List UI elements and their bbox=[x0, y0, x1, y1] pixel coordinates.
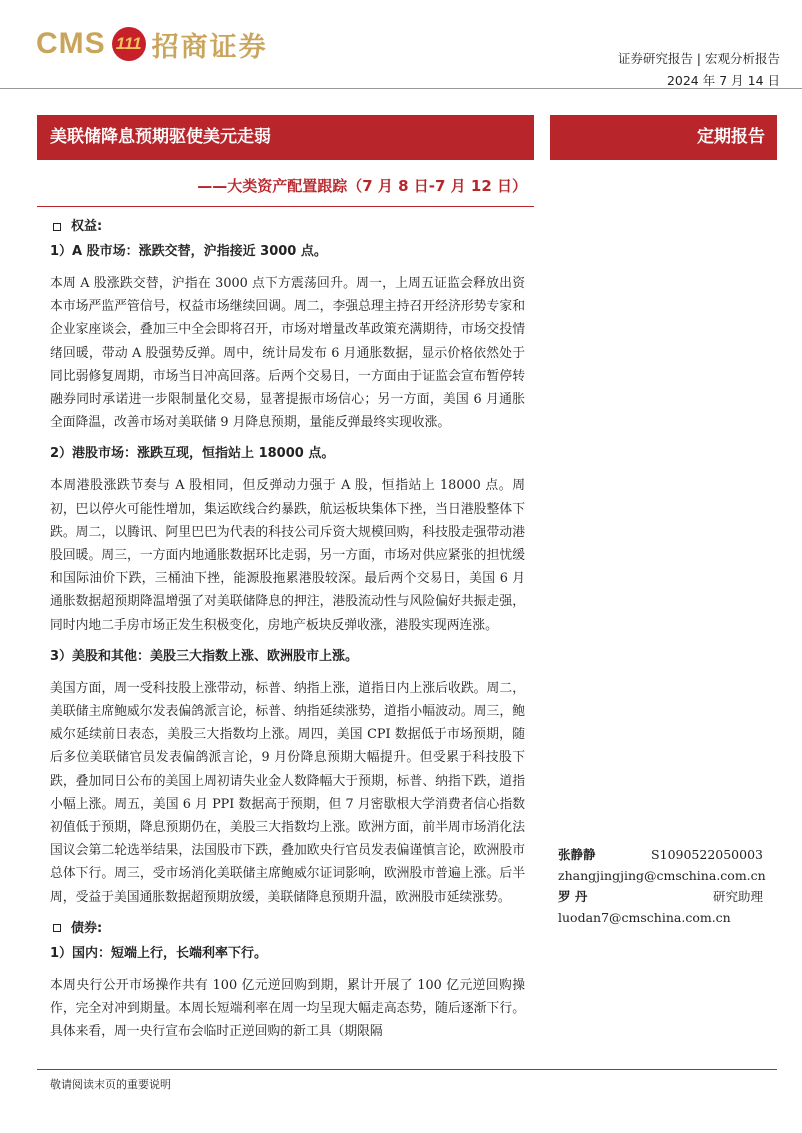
report-title: 美联储降息预期驱使美元走弱 bbox=[37, 115, 534, 160]
section-equity bbox=[50, 215, 525, 238]
cms-logo bbox=[36, 24, 268, 64]
author-email[interactable]: zhangjingjing@cmschina.com.cn bbox=[558, 868, 766, 883]
author-info: 研究助理 bbox=[712, 889, 763, 904]
domestic-bond-paragraph: 本周央行公开市场操作共有 100 亿元逆回购到期，累计开展了 100 亿元逆回购操作，完全对冲到期量。本周长短端利率在周一均呈现大幅走高态势，随后逐渐下行。具体来看，周一央行宣布会临时正逆回购的新工具（期限隔 bbox=[50, 977, 525, 1040]
domestic-bond-heading: 1）国内：短端上行，长端利率下行。 bbox=[50, 945, 268, 961]
header-divider bbox=[0, 88, 802, 89]
hk-heading: 2）港股市场：涨跌互现，恒指站上 18000 点。 bbox=[50, 446, 335, 462]
a-share-heading: 1）A 股市场：涨跌交替，沪指接近 3000 点。 bbox=[50, 244, 327, 259]
author-name: 张静静 bbox=[558, 847, 596, 862]
author-name: 罗 丹 bbox=[558, 889, 588, 904]
author-info: S1090522050003 bbox=[651, 847, 763, 862]
report-type: 证券研究报告 | 宏观分析报告 bbox=[617, 51, 780, 66]
page-header bbox=[0, 0, 802, 86]
footer-divider bbox=[37, 1069, 777, 1070]
report-tag: 定期报告 bbox=[550, 115, 777, 160]
logo-cn-text: 招商证券 bbox=[151, 31, 268, 63]
report-body bbox=[50, 215, 525, 1051]
author-row bbox=[558, 886, 763, 907]
section-label: 债券: bbox=[71, 920, 103, 936]
logo-badge-icon bbox=[112, 27, 146, 61]
checkbox-bullet-icon bbox=[53, 223, 61, 231]
section-bond bbox=[50, 917, 525, 940]
us-heading: 3）美股和其他：美股三大指数上涨、欧洲股市上涨。 bbox=[50, 648, 359, 664]
footer-disclaimer: 敬请阅读末页的重要说明 bbox=[50, 1078, 171, 1091]
author-row bbox=[558, 844, 763, 865]
us-paragraph: 美国方面，周一受科技股上涨带动，标普、纳指上涨，道指日内上涨后收跌。周二，美联储主席鲍威尔发表偏鸽派言论，标普、纳指延续涨势，道指小幅波动。周三，鲍威尔延续前日表态，美股三大指数均上涨。周四，美国 CPI 数据低于市场预期，随后多位美联储官员发表偏鸽派言论，9 月份降息预期大幅提升。但受累于科技股下跌，叠加同日公布的美国上周初请失业金人数降幅大于预期，标普、纳指下跌，道指小幅上涨。周五，美国 6 月 PPI 数据高于预期，但 7 月密歇根大学消费者信心指数初值低于预期，降息预期仍在，美股三大指数均上涨。欧洲方面，前半周市场消化法国议会第二轮选举结果，法国股市下跌，叠加欧央行官员发表偏谨慎言论，欧洲股市总体下行。周三，受市场消化美联储主席鲍威尔证词影响，欧洲股市普遍上涨。后半周，受益于美国通胀数据超预期放缓，美联储降息预期升温，欧洲股市延续涨势。 bbox=[50, 680, 525, 905]
logo-cms-text: CMS bbox=[36, 27, 106, 60]
subtitle-divider bbox=[37, 206, 534, 207]
a-share-paragraph: 本周 A 股涨跌交替，沪指在 3000 点下方震荡回升。周一，上周五证监会释放出资本市场严监严管信号，权益市场继续回调。周二，李强总理主持召开经济形势专家和企业家座谈会，叠加三中全会即将召开，市场对增量改革政策充满期待，市场交投情绪回暖，带动 A 股强势反弹。周中，统计局发布 6 月通胀数据，显示价格依然处于同比弱修复周期，市场当日冲高回落。后两个交易日，一方面由于证监会宣布暂停转融券同时承诺进一步限制量化交易，显著提振市场信心；另一方面，美国 6 月通胀全面降温，改善市场对美联储 9 月降息预期，量能反弹最终实现收涨。 bbox=[50, 276, 525, 431]
report-subtitle: ——大类资产配置跟踪（7 月 8 日-7 月 12 日） bbox=[197, 177, 527, 195]
author-email[interactable]: luodan7@cmschina.com.cn bbox=[558, 910, 731, 925]
report-meta bbox=[618, 48, 780, 92]
logo-badge-text: 111 bbox=[115, 34, 142, 53]
authors-block bbox=[558, 844, 766, 928]
hk-paragraph: 本周港股涨跌节奏与 A 股相同，但反弹动力强于 A 股，恒指站上 18000 点。周初，巴以停火可能性增加，集运欧线合约暴跌，航运板块集体下挫，当日港股整体下跌。周二，以腾讯、阿里巴巴为代表的科技公司斥资大规模回购，科技股走强带动港股回暖。周三，一方面内地通胀数据环比走弱，另一方面，市场对供应紧张的担忧缓和国际油价下跌，三桶油下挫，能源股拖累港股较深。最后两个交易日，美国 6 月通胀数据超预期降温增强了对美联储降息的押注，港股流动性与风险偏好共振走强，同时内地二手房市场正发生积极变化，房地产板块反弹收涨，港股实现两连涨。 bbox=[50, 478, 525, 633]
report-date: 2024 年 7 月 14 日 bbox=[666, 73, 780, 88]
section-label: 权益: bbox=[71, 219, 103, 234]
checkbox-bullet-icon bbox=[53, 924, 61, 932]
